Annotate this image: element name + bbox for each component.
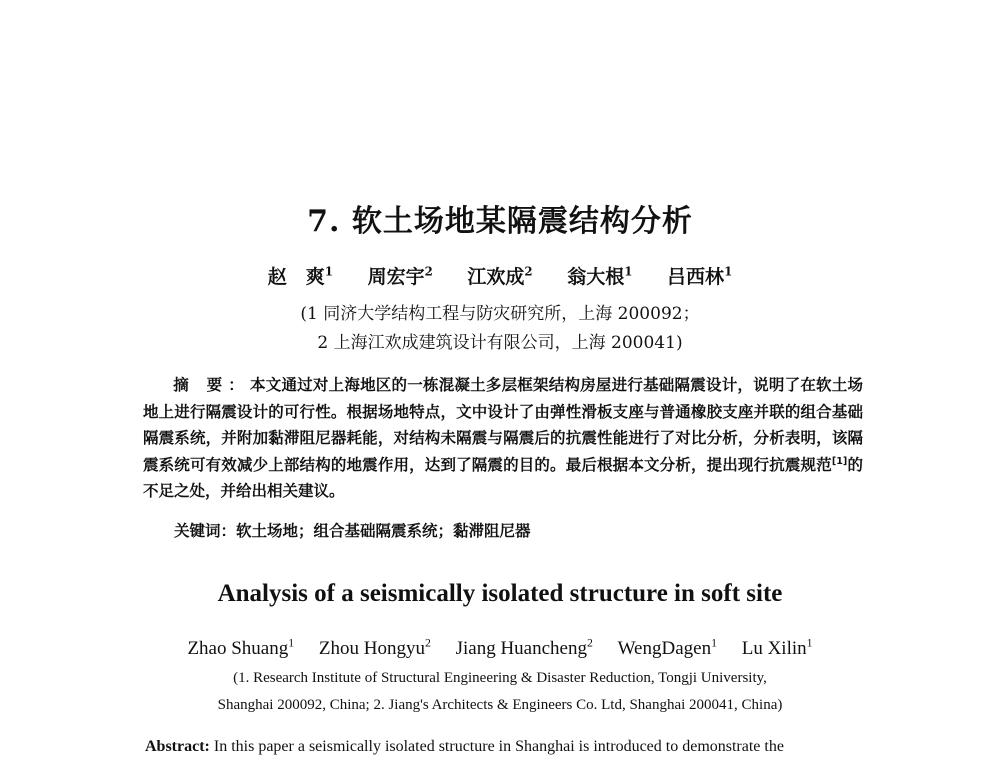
english-abstract-label: Abstract:: [145, 738, 210, 755]
chinese-affiliation-line-1: (1 同济大学结构工程与防灾研究所，上海 200092；: [300, 304, 700, 324]
keywords-text: 软土场地；组合基础隔震系统；黏滞阻尼器: [236, 522, 531, 540]
chinese-author-list: [0, 262, 1000, 289]
chinese-author: 翁大根$^1$: [567, 264, 633, 288]
chinese-abstract: [143, 372, 863, 505]
english-author: Zhao Shuang$^1$: [187, 636, 295, 659]
english-author: WengDagen$^1$: [617, 636, 717, 659]
keywords-label: 关键词：: [174, 522, 237, 540]
english-title: Analysis of a seismically isolated structure in soft site: [217, 580, 783, 607]
reference-marker: [1]: [831, 455, 848, 467]
english-author: Jiang Huancheng$^2$: [455, 636, 593, 659]
chinese-abstract-label: 摘 要：: [173, 376, 251, 394]
english-author: Zhou Hongyu$^2$: [318, 636, 431, 659]
chinese-title: 7. 软土场地某隔震结构分析: [307, 204, 693, 239]
english-author: Lu Xilin$^1$: [741, 636, 813, 659]
chinese-author: 吕西林$^1$: [667, 264, 733, 288]
chinese-author: 江欢成$^2$: [467, 264, 533, 288]
english-abstract: [145, 738, 784, 756]
english-author-list: [0, 638, 1000, 660]
english-abstract-text: In this paper a seismically isolated structure in Shanghai is introduced to demonstrate the: [213, 738, 784, 755]
chinese-abstract-text-end: 的不足之处，并给出相关建议。: [143, 455, 863, 500]
chinese-author: 赵 爽$^1$: [267, 264, 333, 288]
english-affiliation-line-1: (1. Research Institute of Structural Engineering & Disaster Reduction, Tongji University,: [233, 670, 767, 686]
english-affiliation-line-2: Shanghai 200092, China; 2. Jiang's Architects & Engineers Co. Ltd, Shanghai 200041, China): [217, 697, 783, 713]
chinese-affiliation-line-2: 2 上海江欢成建筑设计有限公司，上海 200041): [317, 333, 683, 353]
chinese-keywords: [174, 519, 531, 541]
chinese-abstract-text: 本文通过对上海地区的一栋混凝土多层框架结构房屋进行基础隔震设计，说明了在软土场地上进行隔震设计的可行性。根据场地特点，文中设计了由弹性滑板支座与普通橡胶支座并联的组合基础隔震系统，并附加黏滞阻尼器耗能，对结构未隔震与隔震后的抗震性能进行了对比分析，分析表明，该隔震系统可有效减少上部结构的地震作用，达到了隔震的目的。最后根据本文分析，提出现行抗震规范: [143, 376, 863, 474]
chinese-author: 周宏宇$^2$: [367, 264, 433, 288]
